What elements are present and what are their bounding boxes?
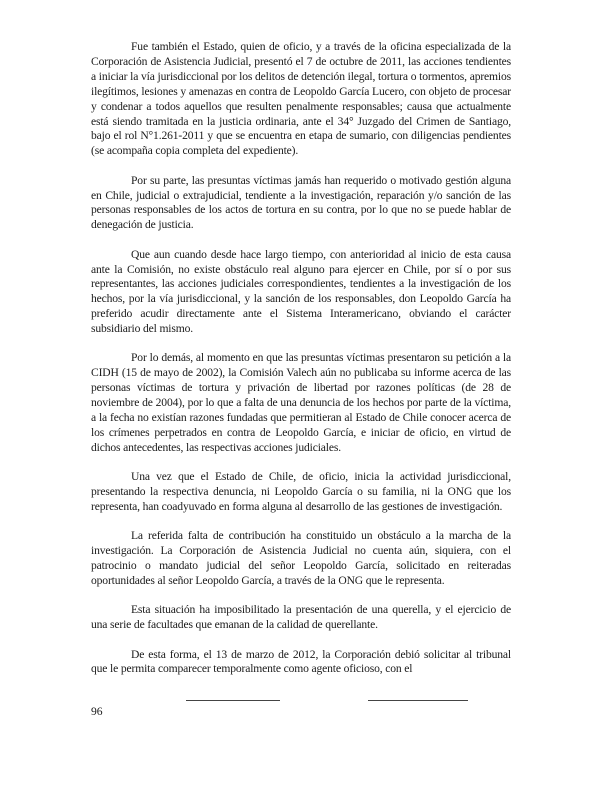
page-number: 96 (91, 705, 103, 718)
paragraph-7: Esta situación ha imposibilitado la presentación de una querella, y el ejercicio de una serie de facultades que emanan de la calidad de querellante. (91, 603, 511, 632)
paragraph-1: Fue también el Estado, quien de oficio, y a través de la oficina especializada de la Corporación de Asistencia Judicial, presentó el 7 de octubre de 2011, las acciones tendientes a iniciar la vía jurisdiccional por los delitos de detención ilegal, tortura o tormentos, apremios ilegítimos, lesiones y amenazas en contra de Leopoldo García Lucero, con objeto de procesar y condenar a todos aquellos que resulten penalmente responsables; causa que actualmente está siendo tramitada en la justicia ordinaria, ante el 34° Juzgado del Crimen de Santiago, bajo el rol N°1.261-2011 y que se encuentra en etapa de sumario, con diligencias pendientes (se acompaña copia completa del expediente). (91, 40, 511, 158)
paragraph-4: Por lo demás, al momento en que las presuntas víctimas presentaron su petición a la CIDH (15 de mayo de 2002), la Comisión Valech aún no publicaba su informe acerca de las personas víctimas de tortura y privación de libertad por razones políticas (de 28 de noviembre de 2004), por lo que a falta de una denuncia de los hechos por parte de la víctima, a la fecha no existían razones fundadas que permitieran al Estado de Chile conocer acerca de los crímenes perpetrados en contra de Leopoldo García, e iniciar de oficio, en virtud de dichos antecedentes, las respectivas acciones judiciales. (91, 351, 511, 454)
footer-rule-right (368, 700, 468, 701)
body-text (91, 40, 511, 677)
paragraph-6: La referida falta de contribución ha constituido un obstáculo a la marcha de la investigación. La Corporación de Asistencia Judicial no cuenta aún, siquiera, con el patrocinio o mandato judicial del señor Leopoldo García, solicitado en reiteradas oportunidades al señor Leopoldo García, a través de la ONG que le representa. (91, 529, 511, 588)
paragraph-2: Por su parte, las presuntas víctimas jamás han requerido o motivado gestión alguna en Chile, judicial o extrajudicial, tendiente a la investigación, reparación y/o sanción de las personas responsables de los actos de tortura en su contra, por lo que no se puede hablar de denegación de justicia. (91, 173, 511, 232)
paragraph-3: Que aun cuando desde hace largo tiempo, con anterioridad al inicio de esta causa ante la Comisión, no existe obstáculo real alguno para ejercer en Chile, por sí o por sus representantes, las acciones judiciales correspondientes, tendientes a la investigación de los hechos, por la vía jurisdiccional, y la sanción de los responsables, don Leopoldo García ha preferido acudir directamente ante el Sistema Interamericano, obviando el carácter subsidiario del mismo. (91, 247, 511, 336)
paragraph-5: Una vez que el Estado de Chile, de oficio, inicia la actividad jurisdiccional, presentando la respectiva denuncia, ni Leopoldo García o su familia, ni la ONG que los representa, han coadyuvado en forma alguna al desarrollo de las gestiones de investigación. (91, 470, 511, 514)
footer-rule-left (186, 700, 280, 701)
paragraph-8: De esta forma, el 13 de marzo de 2012, la Corporación debió solicitar al tribunal que le permita comparecer temporalmente como agente oficioso, con el (91, 647, 511, 676)
